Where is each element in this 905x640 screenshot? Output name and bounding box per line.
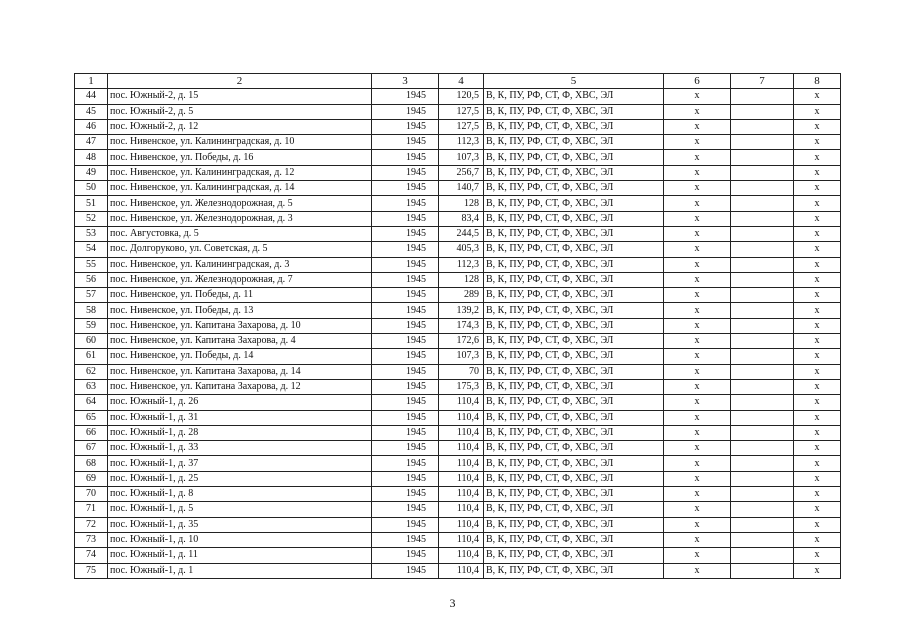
column-6-cell: х bbox=[664, 226, 731, 241]
address-cell: пос. Нивенское, ул. Капитана Захарова, д. 4 bbox=[108, 334, 372, 349]
row-number-cell: 63 bbox=[75, 379, 108, 394]
row-number-cell: 71 bbox=[75, 502, 108, 517]
column-8-cell: х bbox=[794, 456, 841, 471]
utilities-cell: В, К, ПУ, РФ, СТ, Ф, ХВС, ЭЛ bbox=[484, 487, 664, 502]
address-cell: пос. Нивенское, ул. Калининградская, д. 3 bbox=[108, 257, 372, 272]
column-8-cell: х bbox=[794, 379, 841, 394]
table-row bbox=[75, 318, 841, 333]
column-header: 6 bbox=[664, 74, 731, 89]
address-cell: пос. Южный-1, д. 10 bbox=[108, 532, 372, 547]
area-cell: 175,3 bbox=[439, 379, 484, 394]
utilities-cell: В, К, ПУ, РФ, СТ, Ф, ХВС, ЭЛ bbox=[484, 548, 664, 563]
row-number-cell: 64 bbox=[75, 395, 108, 410]
year-cell: 1945 bbox=[372, 395, 439, 410]
area-cell: 70 bbox=[439, 364, 484, 379]
column-7-cell bbox=[731, 487, 794, 502]
row-number-cell: 53 bbox=[75, 226, 108, 241]
housing-register-table bbox=[74, 73, 841, 579]
utilities-cell: В, К, ПУ, РФ, СТ, Ф, ХВС, ЭЛ bbox=[484, 456, 664, 471]
column-6-cell: х bbox=[664, 89, 731, 104]
column-8-cell: х bbox=[794, 471, 841, 486]
column-7-cell bbox=[731, 410, 794, 425]
column-6-cell: х bbox=[664, 211, 731, 226]
table-row bbox=[75, 303, 841, 318]
column-6-cell: х bbox=[664, 318, 731, 333]
column-7-cell bbox=[731, 211, 794, 226]
area-cell: 107,3 bbox=[439, 150, 484, 165]
area-cell: 110,4 bbox=[439, 517, 484, 532]
row-number-cell: 59 bbox=[75, 318, 108, 333]
year-cell: 1945 bbox=[372, 364, 439, 379]
column-header: 5 bbox=[484, 74, 664, 89]
year-cell: 1945 bbox=[372, 425, 439, 440]
column-header: 1 bbox=[75, 74, 108, 89]
utilities-cell: В, К, ПУ, РФ, СТ, Ф, ХВС, ЭЛ bbox=[484, 104, 664, 119]
address-cell: пос. Нивенское, ул. Железнодорожная, д. 7 bbox=[108, 272, 372, 287]
address-cell: пос. Южный-1, д. 31 bbox=[108, 410, 372, 425]
row-number-cell: 68 bbox=[75, 456, 108, 471]
table-row bbox=[75, 288, 841, 303]
area-cell: 110,4 bbox=[439, 563, 484, 578]
column-8-cell: х bbox=[794, 196, 841, 211]
utilities-cell: В, К, ПУ, РФ, СТ, Ф, ХВС, ЭЛ bbox=[484, 303, 664, 318]
utilities-cell: В, К, ПУ, РФ, СТ, Ф, ХВС, ЭЛ bbox=[484, 425, 664, 440]
column-7-cell bbox=[731, 257, 794, 272]
row-number-cell: 60 bbox=[75, 334, 108, 349]
column-6-cell: х bbox=[664, 441, 731, 456]
column-7-cell bbox=[731, 532, 794, 547]
area-cell: 112,3 bbox=[439, 257, 484, 272]
column-6-cell: х bbox=[664, 502, 731, 517]
column-8-cell: х bbox=[794, 150, 841, 165]
row-number-cell: 49 bbox=[75, 165, 108, 180]
table-row bbox=[75, 211, 841, 226]
column-number-header-row bbox=[75, 74, 841, 89]
area-cell: 128 bbox=[439, 272, 484, 287]
column-7-cell bbox=[731, 303, 794, 318]
column-7-cell bbox=[731, 456, 794, 471]
year-cell: 1945 bbox=[372, 410, 439, 425]
utilities-cell: В, К, ПУ, РФ, СТ, Ф, ХВС, ЭЛ bbox=[484, 272, 664, 287]
column-6-cell: х bbox=[664, 425, 731, 440]
column-6-cell: х bbox=[664, 517, 731, 532]
column-6-cell: х bbox=[664, 257, 731, 272]
address-cell: пос. Нивенское, ул. Победы, д. 14 bbox=[108, 349, 372, 364]
row-number-cell: 58 bbox=[75, 303, 108, 318]
column-7-cell bbox=[731, 517, 794, 532]
area-cell: 405,3 bbox=[439, 242, 484, 257]
column-8-cell: х bbox=[794, 242, 841, 257]
area-cell: 110,4 bbox=[439, 410, 484, 425]
column-7-cell bbox=[731, 471, 794, 486]
column-6-cell: х bbox=[664, 349, 731, 364]
address-cell: пос. Долгоруково, ул. Советская, д. 5 bbox=[108, 242, 372, 257]
year-cell: 1945 bbox=[372, 563, 439, 578]
utilities-cell: В, К, ПУ, РФ, СТ, Ф, ХВС, ЭЛ bbox=[484, 334, 664, 349]
area-cell: 140,7 bbox=[439, 181, 484, 196]
column-6-cell: х bbox=[664, 410, 731, 425]
column-7-cell bbox=[731, 548, 794, 563]
area-cell: 107,3 bbox=[439, 349, 484, 364]
table-row bbox=[75, 349, 841, 364]
row-number-cell: 61 bbox=[75, 349, 108, 364]
column-7-cell bbox=[731, 119, 794, 134]
address-cell: пос. Южный-1, д. 28 bbox=[108, 425, 372, 440]
column-8-cell: х bbox=[794, 181, 841, 196]
year-cell: 1945 bbox=[372, 334, 439, 349]
area-cell: 128 bbox=[439, 196, 484, 211]
area-cell: 110,4 bbox=[439, 456, 484, 471]
column-6-cell: х bbox=[664, 165, 731, 180]
utilities-cell: В, К, ПУ, РФ, СТ, Ф, ХВС, ЭЛ bbox=[484, 119, 664, 134]
address-cell: пос. Южный-1, д. 25 bbox=[108, 471, 372, 486]
column-6-cell: х bbox=[664, 104, 731, 119]
row-number-cell: 62 bbox=[75, 364, 108, 379]
utilities-cell: В, К, ПУ, РФ, СТ, Ф, ХВС, ЭЛ bbox=[484, 563, 664, 578]
area-cell: 127,5 bbox=[439, 119, 484, 134]
page-number: 3 bbox=[449, 596, 456, 610]
column-header: 2 bbox=[108, 74, 372, 89]
column-header: 3 bbox=[372, 74, 439, 89]
column-6-cell: х bbox=[664, 150, 731, 165]
row-number-cell: 56 bbox=[75, 272, 108, 287]
utilities-cell: В, К, ПУ, РФ, СТ, Ф, ХВС, ЭЛ bbox=[484, 517, 664, 532]
year-cell: 1945 bbox=[372, 318, 439, 333]
row-number-cell: 70 bbox=[75, 487, 108, 502]
year-cell: 1945 bbox=[372, 181, 439, 196]
year-cell: 1945 bbox=[372, 303, 439, 318]
table-row bbox=[75, 89, 841, 104]
table-row bbox=[75, 441, 841, 456]
year-cell: 1945 bbox=[372, 150, 439, 165]
year-cell: 1945 bbox=[372, 456, 439, 471]
area-cell: 139,2 bbox=[439, 303, 484, 318]
column-7-cell bbox=[731, 196, 794, 211]
area-cell: 256,7 bbox=[439, 165, 484, 180]
column-8-cell: х bbox=[794, 334, 841, 349]
column-8-cell: х bbox=[794, 272, 841, 287]
year-cell: 1945 bbox=[372, 487, 439, 502]
column-7-cell bbox=[731, 563, 794, 578]
column-6-cell: х bbox=[664, 532, 731, 547]
column-8-cell: х bbox=[794, 288, 841, 303]
area-cell: 172,6 bbox=[439, 334, 484, 349]
year-cell: 1945 bbox=[372, 165, 439, 180]
table-row bbox=[75, 487, 841, 502]
address-cell: пос. Нивенское, ул. Победы, д. 16 bbox=[108, 150, 372, 165]
row-number-cell: 65 bbox=[75, 410, 108, 425]
year-cell: 1945 bbox=[372, 104, 439, 119]
table-row bbox=[75, 272, 841, 287]
address-cell: пос. Августовка, д. 5 bbox=[108, 226, 372, 241]
utilities-cell: В, К, ПУ, РФ, СТ, Ф, ХВС, ЭЛ bbox=[484, 181, 664, 196]
column-7-cell bbox=[731, 349, 794, 364]
utilities-cell: В, К, ПУ, РФ, СТ, Ф, ХВС, ЭЛ bbox=[484, 441, 664, 456]
row-number-cell: 48 bbox=[75, 150, 108, 165]
utilities-cell: В, К, ПУ, РФ, СТ, Ф, ХВС, ЭЛ bbox=[484, 135, 664, 150]
column-6-cell: х bbox=[664, 119, 731, 134]
table-row bbox=[75, 563, 841, 578]
column-7-cell bbox=[731, 181, 794, 196]
column-7-cell bbox=[731, 502, 794, 517]
column-6-cell: х bbox=[664, 548, 731, 563]
table-row bbox=[75, 379, 841, 394]
table-row bbox=[75, 135, 841, 150]
table-row bbox=[75, 410, 841, 425]
column-8-cell: х bbox=[794, 532, 841, 547]
column-8-cell: х bbox=[794, 517, 841, 532]
table-row bbox=[75, 364, 841, 379]
address-cell: пос. Южный-1, д. 33 bbox=[108, 441, 372, 456]
column-8-cell: х bbox=[794, 349, 841, 364]
utilities-cell: В, К, ПУ, РФ, СТ, Ф, ХВС, ЭЛ bbox=[484, 532, 664, 547]
column-header: 7 bbox=[731, 74, 794, 89]
column-6-cell: х bbox=[664, 334, 731, 349]
year-cell: 1945 bbox=[372, 272, 439, 287]
column-6-cell: х bbox=[664, 303, 731, 318]
utilities-cell: В, К, ПУ, РФ, СТ, Ф, ХВС, ЭЛ bbox=[484, 349, 664, 364]
area-cell: 110,4 bbox=[439, 441, 484, 456]
column-6-cell: х bbox=[664, 135, 731, 150]
year-cell: 1945 bbox=[372, 242, 439, 257]
column-7-cell bbox=[731, 226, 794, 241]
column-6-cell: х bbox=[664, 242, 731, 257]
row-number-cell: 54 bbox=[75, 242, 108, 257]
column-6-cell: х bbox=[664, 487, 731, 502]
row-number-cell: 52 bbox=[75, 211, 108, 226]
row-number-cell: 72 bbox=[75, 517, 108, 532]
column-8-cell: х bbox=[794, 410, 841, 425]
address-cell: пос. Нивенское, ул. Калининградская, д. 10 bbox=[108, 135, 372, 150]
utilities-cell: В, К, ПУ, РФ, СТ, Ф, ХВС, ЭЛ bbox=[484, 364, 664, 379]
year-cell: 1945 bbox=[372, 226, 439, 241]
column-7-cell bbox=[731, 364, 794, 379]
year-cell: 1945 bbox=[372, 119, 439, 134]
address-cell: пос. Нивенское, ул. Победы, д. 11 bbox=[108, 288, 372, 303]
table-row bbox=[75, 425, 841, 440]
column-7-cell bbox=[731, 272, 794, 287]
year-cell: 1945 bbox=[372, 441, 439, 456]
row-number-cell: 46 bbox=[75, 119, 108, 134]
area-cell: 110,4 bbox=[439, 502, 484, 517]
address-cell: пос. Южный-2, д. 12 bbox=[108, 119, 372, 134]
utilities-cell: В, К, ПУ, РФ, СТ, Ф, ХВС, ЭЛ bbox=[484, 165, 664, 180]
utilities-cell: В, К, ПУ, РФ, СТ, Ф, ХВС, ЭЛ bbox=[484, 242, 664, 257]
year-cell: 1945 bbox=[372, 502, 439, 517]
column-8-cell: х bbox=[794, 502, 841, 517]
address-cell: пос. Нивенское, ул. Победы, д. 13 bbox=[108, 303, 372, 318]
utilities-cell: В, К, ПУ, РФ, СТ, Ф, ХВС, ЭЛ bbox=[484, 471, 664, 486]
address-cell: пос. Нивенское, ул. Капитана Захарова, д. 10 bbox=[108, 318, 372, 333]
table-row bbox=[75, 104, 841, 119]
row-number-cell: 44 bbox=[75, 89, 108, 104]
year-cell: 1945 bbox=[372, 349, 439, 364]
table-row bbox=[75, 181, 841, 196]
area-cell: 110,4 bbox=[439, 425, 484, 440]
table-row bbox=[75, 150, 841, 165]
address-cell: пос. Нивенское, ул. Капитана Захарова, д. 14 bbox=[108, 364, 372, 379]
column-7-cell bbox=[731, 89, 794, 104]
column-7-cell bbox=[731, 288, 794, 303]
area-cell: 174,3 bbox=[439, 318, 484, 333]
address-cell: пос. Южный-1, д. 8 bbox=[108, 487, 372, 502]
address-cell: пос. Нивенское, ул. Калининградская, д. 14 bbox=[108, 181, 372, 196]
row-number-cell: 69 bbox=[75, 471, 108, 486]
table-row bbox=[75, 532, 841, 547]
table-row bbox=[75, 471, 841, 486]
year-cell: 1945 bbox=[372, 548, 439, 563]
table-row bbox=[75, 548, 841, 563]
column-8-cell: х bbox=[794, 318, 841, 333]
row-number-cell: 57 bbox=[75, 288, 108, 303]
column-8-cell: х bbox=[794, 226, 841, 241]
utilities-cell: В, К, ПУ, РФ, СТ, Ф, ХВС, ЭЛ bbox=[484, 318, 664, 333]
table-row bbox=[75, 257, 841, 272]
column-8-cell: х bbox=[794, 257, 841, 272]
utilities-cell: В, К, ПУ, РФ, СТ, Ф, ХВС, ЭЛ bbox=[484, 89, 664, 104]
utilities-cell: В, К, ПУ, РФ, СТ, Ф, ХВС, ЭЛ bbox=[484, 211, 664, 226]
year-cell: 1945 bbox=[372, 288, 439, 303]
column-header: 4 bbox=[439, 74, 484, 89]
utilities-cell: В, К, ПУ, РФ, СТ, Ф, ХВС, ЭЛ bbox=[484, 379, 664, 394]
column-7-cell bbox=[731, 104, 794, 119]
column-8-cell: х bbox=[794, 303, 841, 318]
address-cell: пос. Нивенское, ул. Капитана Захарова, д. 12 bbox=[108, 379, 372, 394]
table-row bbox=[75, 456, 841, 471]
area-cell: 127,5 bbox=[439, 104, 484, 119]
utilities-cell: В, К, ПУ, РФ, СТ, Ф, ХВС, ЭЛ bbox=[484, 226, 664, 241]
column-8-cell: х bbox=[794, 487, 841, 502]
column-6-cell: х bbox=[664, 288, 731, 303]
column-8-cell: х bbox=[794, 104, 841, 119]
row-number-cell: 47 bbox=[75, 135, 108, 150]
column-7-cell bbox=[731, 379, 794, 394]
column-8-cell: х bbox=[794, 563, 841, 578]
column-7-cell bbox=[731, 242, 794, 257]
row-number-cell: 73 bbox=[75, 532, 108, 547]
column-6-cell: х bbox=[664, 395, 731, 410]
column-7-cell bbox=[731, 165, 794, 180]
utilities-cell: В, К, ПУ, РФ, СТ, Ф, ХВС, ЭЛ bbox=[484, 150, 664, 165]
utilities-cell: В, К, ПУ, РФ, СТ, Ф, ХВС, ЭЛ bbox=[484, 410, 664, 425]
table-row bbox=[75, 502, 841, 517]
column-7-cell bbox=[731, 395, 794, 410]
column-7-cell bbox=[731, 135, 794, 150]
area-cell: 244,5 bbox=[439, 226, 484, 241]
column-7-cell bbox=[731, 425, 794, 440]
table-row bbox=[75, 196, 841, 211]
address-cell: пос. Нивенское, ул. Железнодорожная, д. 5 bbox=[108, 196, 372, 211]
year-cell: 1945 bbox=[372, 196, 439, 211]
utilities-cell: В, К, ПУ, РФ, СТ, Ф, ХВС, ЭЛ bbox=[484, 502, 664, 517]
column-7-cell bbox=[731, 441, 794, 456]
year-cell: 1945 bbox=[372, 471, 439, 486]
table-row bbox=[75, 517, 841, 532]
table-row bbox=[75, 242, 841, 257]
table-row bbox=[75, 119, 841, 134]
row-number-cell: 45 bbox=[75, 104, 108, 119]
column-6-cell: х bbox=[664, 181, 731, 196]
column-8-cell: х bbox=[794, 211, 841, 226]
address-cell: пос. Южный-2, д. 5 bbox=[108, 104, 372, 119]
area-cell: 110,4 bbox=[439, 487, 484, 502]
utilities-cell: В, К, ПУ, РФ, СТ, Ф, ХВС, ЭЛ bbox=[484, 257, 664, 272]
area-cell: 120,5 bbox=[439, 89, 484, 104]
column-6-cell: х bbox=[664, 471, 731, 486]
column-8-cell: х bbox=[794, 364, 841, 379]
column-8-cell: х bbox=[794, 135, 841, 150]
area-cell: 110,4 bbox=[439, 395, 484, 410]
table-row bbox=[75, 334, 841, 349]
year-cell: 1945 bbox=[372, 257, 439, 272]
table-row bbox=[75, 165, 841, 180]
row-number-cell: 67 bbox=[75, 441, 108, 456]
utilities-cell: В, К, ПУ, РФ, СТ, Ф, ХВС, ЭЛ bbox=[484, 196, 664, 211]
address-cell: пос. Южный-1, д. 37 bbox=[108, 456, 372, 471]
column-8-cell: х bbox=[794, 119, 841, 134]
column-6-cell: х bbox=[664, 272, 731, 287]
column-header: 8 bbox=[794, 74, 841, 89]
area-cell: 110,4 bbox=[439, 471, 484, 486]
column-6-cell: х bbox=[664, 196, 731, 211]
column-8-cell: х bbox=[794, 89, 841, 104]
year-cell: 1945 bbox=[372, 89, 439, 104]
column-8-cell: х bbox=[794, 425, 841, 440]
row-number-cell: 74 bbox=[75, 548, 108, 563]
column-8-cell: х bbox=[794, 441, 841, 456]
table-row bbox=[75, 226, 841, 241]
year-cell: 1945 bbox=[372, 532, 439, 547]
row-number-cell: 75 bbox=[75, 563, 108, 578]
year-cell: 1945 bbox=[372, 517, 439, 532]
address-cell: пос. Южный-2, д. 15 bbox=[108, 89, 372, 104]
area-cell: 289 bbox=[439, 288, 484, 303]
address-cell: пос. Южный-1, д. 35 bbox=[108, 517, 372, 532]
column-7-cell bbox=[731, 334, 794, 349]
area-cell: 110,4 bbox=[439, 532, 484, 547]
column-7-cell bbox=[731, 150, 794, 165]
utilities-cell: В, К, ПУ, РФ, СТ, Ф, ХВС, ЭЛ bbox=[484, 288, 664, 303]
utilities-cell: В, К, ПУ, РФ, СТ, Ф, ХВС, ЭЛ bbox=[484, 395, 664, 410]
year-cell: 1945 bbox=[372, 379, 439, 394]
column-7-cell bbox=[731, 318, 794, 333]
address-cell: пос. Нивенское, ул. Калининградская, д. 12 bbox=[108, 165, 372, 180]
column-8-cell: х bbox=[794, 395, 841, 410]
area-cell: 83,4 bbox=[439, 211, 484, 226]
column-6-cell: х bbox=[664, 364, 731, 379]
row-number-cell: 50 bbox=[75, 181, 108, 196]
row-number-cell: 55 bbox=[75, 257, 108, 272]
address-cell: пос. Южный-1, д. 11 bbox=[108, 548, 372, 563]
row-number-cell: 66 bbox=[75, 425, 108, 440]
address-cell: пос. Южный-1, д. 1 bbox=[108, 563, 372, 578]
address-cell: пос. Южный-1, д. 26 bbox=[108, 395, 372, 410]
area-cell: 112,3 bbox=[439, 135, 484, 150]
column-6-cell: х bbox=[664, 456, 731, 471]
year-cell: 1945 bbox=[372, 135, 439, 150]
year-cell: 1945 bbox=[372, 211, 439, 226]
address-cell: пос. Южный-1, д. 5 bbox=[108, 502, 372, 517]
column-8-cell: х bbox=[794, 165, 841, 180]
column-6-cell: х bbox=[664, 563, 731, 578]
row-number-cell: 51 bbox=[75, 196, 108, 211]
table-row bbox=[75, 395, 841, 410]
address-cell: пос. Нивенское, ул. Железнодорожная, д. 3 bbox=[108, 211, 372, 226]
area-cell: 110,4 bbox=[439, 548, 484, 563]
column-8-cell: х bbox=[794, 548, 841, 563]
column-6-cell: х bbox=[664, 379, 731, 394]
